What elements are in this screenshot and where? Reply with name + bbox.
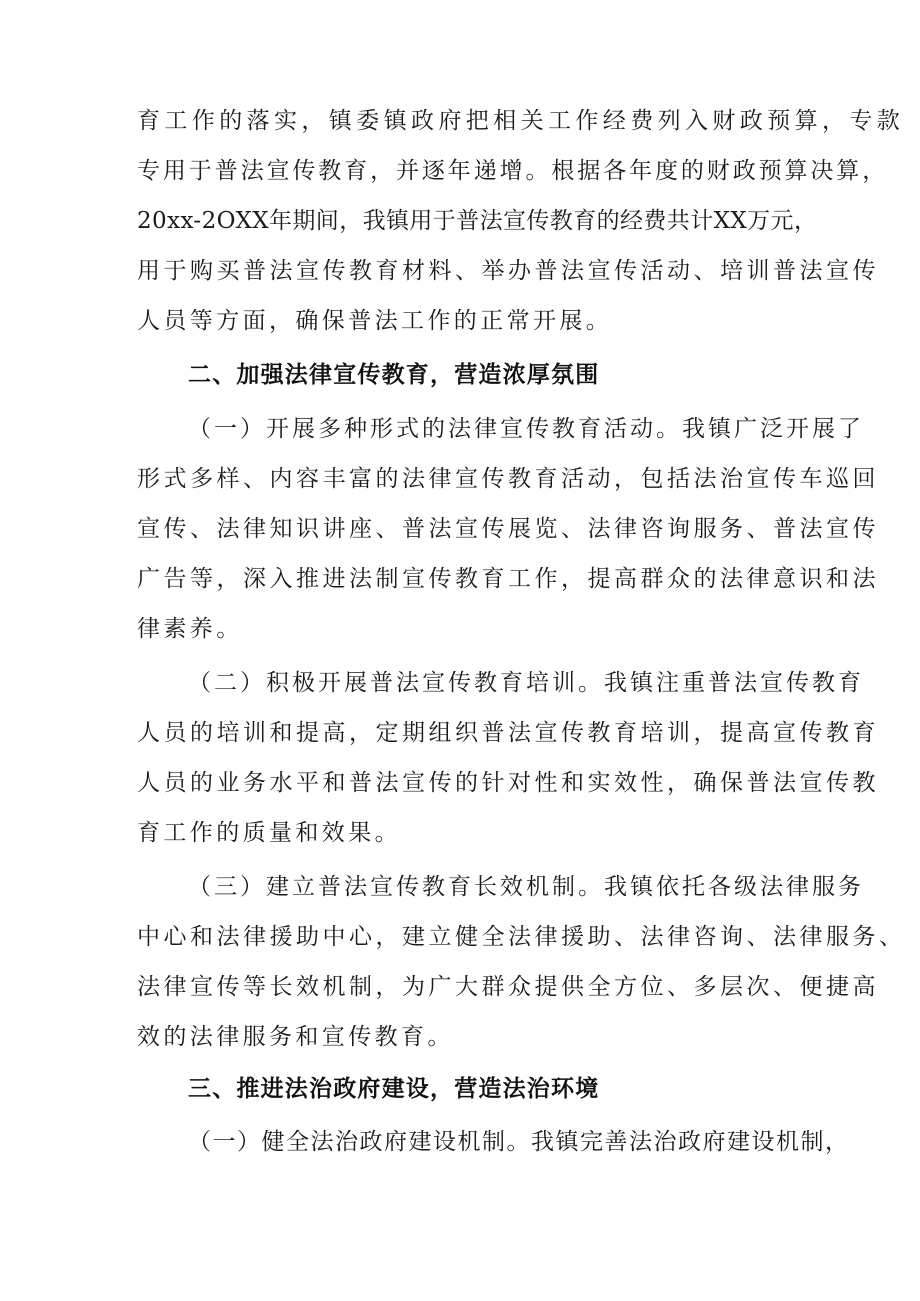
paragraph-line: 人员的培训和提高，定期组织普法宣传教育培训，提高宣传教育 — [137, 720, 879, 746]
paragraph-line: 人员等方面，确保普法工作的正常开展。 — [137, 308, 613, 334]
paragraph-line: 育工作的落实，镇委镇政府把相关工作经费列入财政预算，专款 — [137, 108, 905, 134]
paragraph-line: （一）开展多种形式的法律宣传教育活动。我镇广泛开展了 — [188, 416, 864, 442]
section-heading: 三、推进法治政府建设，营造法治环境 — [188, 1076, 600, 1102]
paragraph-line: 人员的业务水平和普法宣传的针对性和实效性，确保普法宣传教 — [137, 770, 879, 796]
paragraph-line: 专用于普法宣传教育，并逐年递增。根据各年度的财政预算决算， — [137, 158, 889, 184]
paragraph-line: 用于购买普法宣传教育材料、举办普法宣传活动、培训普法宣传 — [137, 258, 879, 284]
paragraph-line: （一）健全法治政府建设机制。我镇完善法治政府建设机制， — [188, 1129, 850, 1155]
paragraph-line: （二）积极开展普法宣传教育培训。我镇注重普法宣传教育 — [188, 670, 864, 696]
paragraph-line: 形式多样、内容丰富的法律宣传教育活动，包括法治宣传车巡回 — [137, 466, 879, 492]
paragraph-line: 中心和法律援助中心，建立健全法律援助、法律咨询、法律服务、 — [137, 924, 906, 950]
paragraph-line: 法律宣传等长效机制，为广大群众提供全方位、多层次、便捷高 — [137, 974, 879, 1000]
paragraph-line: 育工作的质量和效果。 — [137, 820, 401, 846]
section-heading: 二、加强法律宣传教育，营造浓厚氛围 — [188, 362, 600, 388]
paragraph-line: 效的法律服务和宣传教育。 — [137, 1024, 454, 1050]
paragraph-line: 宣传、法律知识讲座、普法宣传展览、法律咨询服务、普法宣传 — [137, 516, 879, 542]
paragraph-line: 律素养。 — [137, 616, 243, 642]
paragraph-line: （三）建立普法宣传教育长效机制。我镇依托各级法律服务 — [188, 874, 864, 900]
paragraph-line: 广告等，深入推进法制宣传教育工作，提高群众的法律意识和法 — [137, 566, 879, 592]
paragraph-line: 20xx-2OXX年期间，我镇用于普法宣传教育的经费共计XX万元， — [137, 208, 818, 234]
